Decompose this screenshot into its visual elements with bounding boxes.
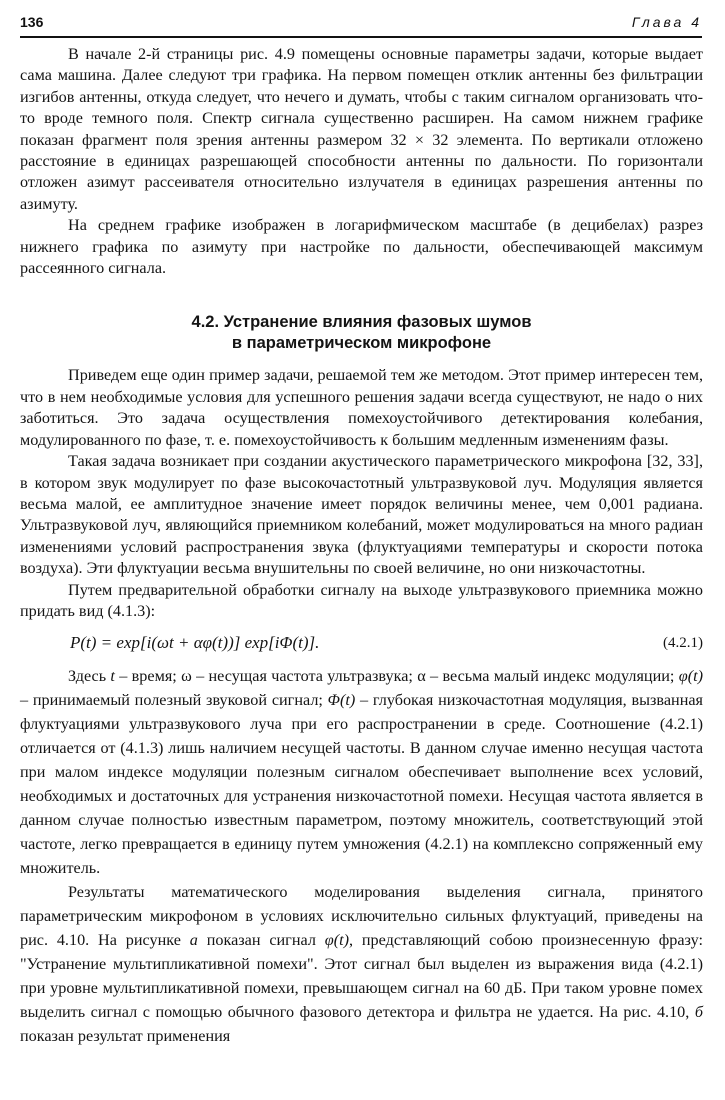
text-run: Здесь <box>68 667 111 686</box>
equation-4-2-1 <box>20 626 703 660</box>
symbol-phi-t: φ(t) <box>324 931 349 950</box>
symbol-phi-t: φ(t) <box>678 667 703 686</box>
section-heading <box>20 312 703 354</box>
chapter-label: Глава 4 <box>631 14 702 30</box>
section-title-line2: в параметрическом микрофоне <box>231 334 492 353</box>
paragraph-parametric-microphone: Такая задача возникает при создании акустического параметрического микрофона [32, 33], в котором звук модулирует по фазе высокочастотный ультразвуковой луч. Модуляция является весьма малой, ее амплитудное значение имеет порядок величины менее, чем 0,001 радиана. Ультразвуковой луч, являющийся приемником колебаний, может модулироваться на много радиан изменениями условий распространения звука (флуктуациями температуры и скорости потока воздуха). Эти флуктуации весьма внушительны по своей величине, но они низкочастотны. <box>20 452 703 578</box>
page-number: 136 <box>20 14 44 30</box>
text-run: , представляющий собою произнесенную фразу: "Устранение мультипликативной помехи". Этот сигнал был выделен из выражения вида (4.2.1) при уровне мультипликативной помехи, превышающем сигнал на 60 дБ. При таком уровне помех выделить сигнал с помощью обычного фазового детектора и фильтра не удается. На рис. 4.10, <box>20 931 703 1022</box>
text-run: показан результат применения <box>20 1027 231 1046</box>
paragraph-example-intro: Приведем еще один пример задачи, решаемой тем же методом. Этот пример интересен тем, что в нем необходимые условия для успешного решения задачи всегда существуют, не надо о них заботиться. Это задача осуществления помехоустойчивого детектирования колебания, модулированного по фазе, т. е. помехоустойчивость к большим медленным изменениям фазы. <box>20 366 703 449</box>
equation-formula: P(t) = exp[i(ωt + αφ(t))] exp[iΦ(t)]. <box>70 633 320 653</box>
paragraph-preprocessing: Путем предварительной обработки сигналу на выходе ультразвукового приемника можно придать вид (4.1.3): <box>20 580 703 620</box>
running-header <box>20 12 702 38</box>
paragraph-fig49-description: В начале 2-й страницы рис. 4.9 помещены основные параметры задачи, которые выдает сама машина. Далее следуют три графика. На первом помещен отклик антенны без фильтрации изгибов антенны, откуда следует, что нечего и думать, чтобы с таким сигналом организовать что-то вроде темного поля. Спектр сигнала существенно расширен. На самом нижнем графике показан фрагмент поля зрения антенны размером 32 × 32 элемента. По вертикали отложено расстояние в единицах разрешающей способности антенны по дальности. По горизонтали отложен азимут рассеивателя относительно излучателя в единицах разрешения антенны по азимуту. <box>20 45 703 213</box>
paragraph-notation <box>20 664 703 880</box>
body-text <box>20 44 703 1048</box>
symbol-t: t <box>110 667 115 686</box>
figure-letter-b: б <box>694 1003 703 1022</box>
section-title-line1: 4.2. Устранение влияния фазовых шумов <box>191 313 532 332</box>
figure-letter-a: а <box>189 931 198 950</box>
symbol-Phi-t: Φ(t) <box>327 691 356 710</box>
paragraph-results <box>20 880 703 1048</box>
text-run: Результаты математического моделирования выделения сигнала, принятого параметрическим микрофоном в условиях исключительно сильных флуктуаций, приведены на рис. 4.10. На рисунке <box>20 883 703 950</box>
equation-number: (4.2.1) <box>663 635 703 652</box>
text-run: – время; ω – несущая частота ультразвука; α – весьма малый индекс модуляции; <box>114 667 679 686</box>
paragraph-middle-graph: На среднем графике изображен в логарифмическом масштабе (в децибелах) разрез нижнего графика по азимуту при настройке по дальности, обеспечивающей максимум рассеянного сигнала. <box>20 216 703 278</box>
text-run: показан сигнал <box>197 931 325 950</box>
text-run: – глубокая низкочастотная модуляция, вызванная флуктуациями ультразвукового луча при его распространении в среде. Соотношение (4.2.1) отличается от (4.1.3) лишь наличием несущей частоты. В данном случае именно несущая частота при малом индексе модуляции полезным сигналом обеспечивает выполнение всех условий, необходимых и достаточных для устранения низкочастотной помехи. Несущая частота является в данном случае полностью известным параметром, поэтому множитель, соответствующий этой частоте, легко превращается в единицу путем умножения (4.2.1) на комплексно сопряженный ему множитель. <box>20 691 703 878</box>
text-run: – принимаемый полезный звуковой сигнал; <box>20 691 328 710</box>
